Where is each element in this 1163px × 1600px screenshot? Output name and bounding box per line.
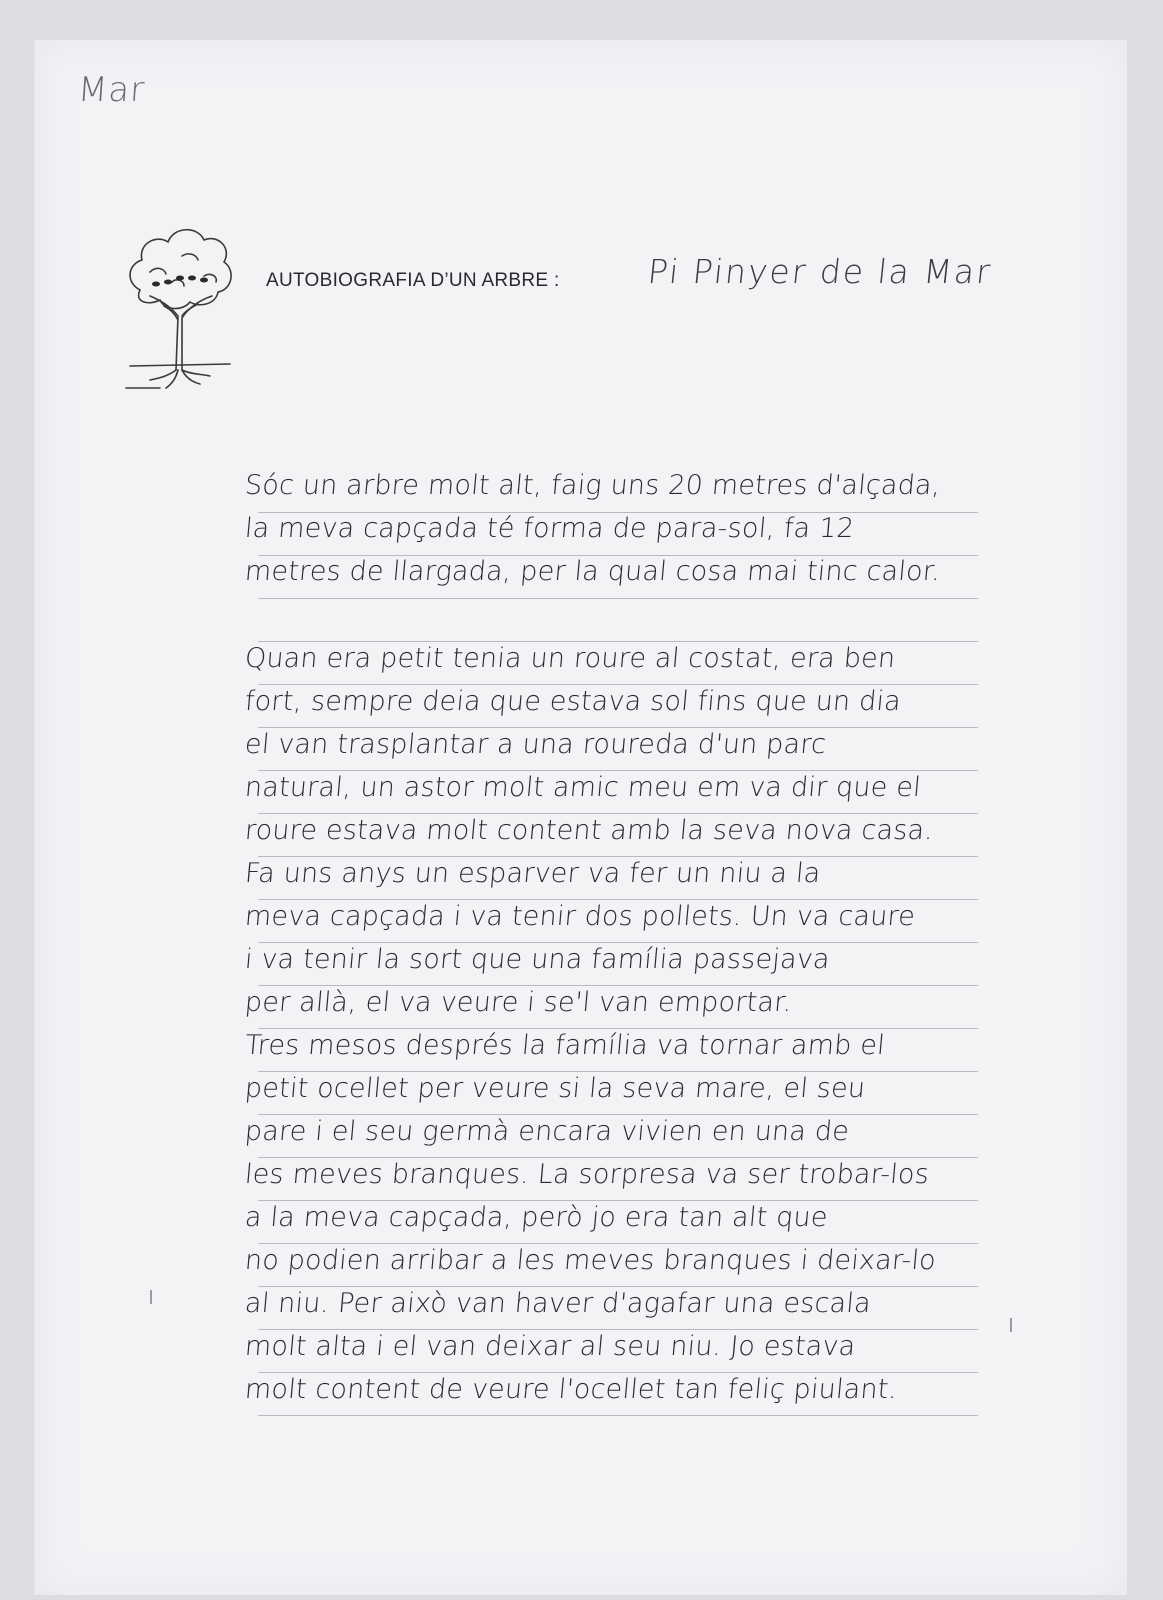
ruled-line	[258, 899, 978, 900]
text-line: metres de llargada, per la qual cosa mai tinc calor.	[243, 556, 942, 587]
text-line: per allà, el va veure i se'l van emportar.	[243, 987, 794, 1018]
ruled-line	[258, 1028, 978, 1029]
text-line: Sóc un arbre molt alt, faig uns 20 metres d'alçada,	[243, 470, 942, 501]
text-line: al niu. Per això van haver d'agafar una escala	[243, 1288, 873, 1319]
author-name: Mar	[76, 70, 147, 110]
ruled-line	[258, 1157, 978, 1158]
ruled-line	[258, 598, 978, 599]
text-line: pare i el seu germà encara vivien en una de	[243, 1116, 851, 1147]
text-line: la meva capçada té forma de para-sol, fa 12	[243, 513, 856, 544]
text-line: roure estava molt content amb la seva nova casa.	[243, 815, 935, 846]
text-line: petit ocellet per veure si la seva mare, el seu	[243, 1073, 867, 1104]
ruled-line	[258, 1286, 978, 1287]
ruled-line	[258, 1071, 978, 1072]
text-line: les meves branques. La sorpresa va ser trobar-los	[243, 1159, 931, 1190]
ruled-line	[258, 942, 978, 943]
ruled-line	[258, 727, 978, 728]
ruled-line	[258, 1372, 978, 1373]
ruled-line	[258, 770, 978, 771]
ruled-line	[258, 641, 978, 642]
ruled-line	[258, 1114, 978, 1115]
text-line: Quan era petit tenia un roure al costat, era ben	[243, 643, 897, 674]
text-line: el van trasplantar a una roureda d'un parc	[243, 729, 828, 760]
ruled-line	[258, 1415, 978, 1416]
ruled-line	[258, 684, 978, 685]
document-title-label: AUTOBIOGRAFIA D’UN ARBRE :	[266, 270, 560, 291]
ruled-line	[258, 1200, 978, 1201]
ruled-line	[258, 985, 978, 986]
text-line: a la meva capçada, però jo era tan alt que	[243, 1202, 830, 1233]
tree-icon	[120, 220, 238, 390]
margin-mark	[150, 1290, 152, 1304]
ruled-line	[258, 1329, 978, 1330]
text-line: molt content de veure l'ocellet tan feliç piulant.	[243, 1374, 899, 1405]
tree-name: Pi Pinyer de la Mar	[645, 252, 994, 291]
ruled-line	[258, 856, 978, 857]
text-line: fort, sempre deia que estava sol fins que un dia	[243, 686, 903, 717]
text-line: Fa uns anys un esparver va fer un niu a la	[243, 858, 822, 889]
text-line: meva capçada i va tenir dos pollets. Un va caure	[243, 901, 917, 932]
text-line: no podien arribar a les meves branques i deixar-lo	[243, 1245, 938, 1276]
text-line: natural, un astor molt amic meu em va dir que el	[243, 772, 923, 803]
text-line: molt alta i el van deixar al seu niu. Jo estava	[243, 1331, 857, 1362]
text-line: i va tenir la sort que una família passejava	[243, 944, 832, 975]
ruled-line	[258, 1243, 978, 1244]
ruled-line	[258, 813, 978, 814]
margin-mark	[1010, 1318, 1012, 1332]
text-line: Tres mesos després la família va tornar amb el	[243, 1030, 887, 1061]
